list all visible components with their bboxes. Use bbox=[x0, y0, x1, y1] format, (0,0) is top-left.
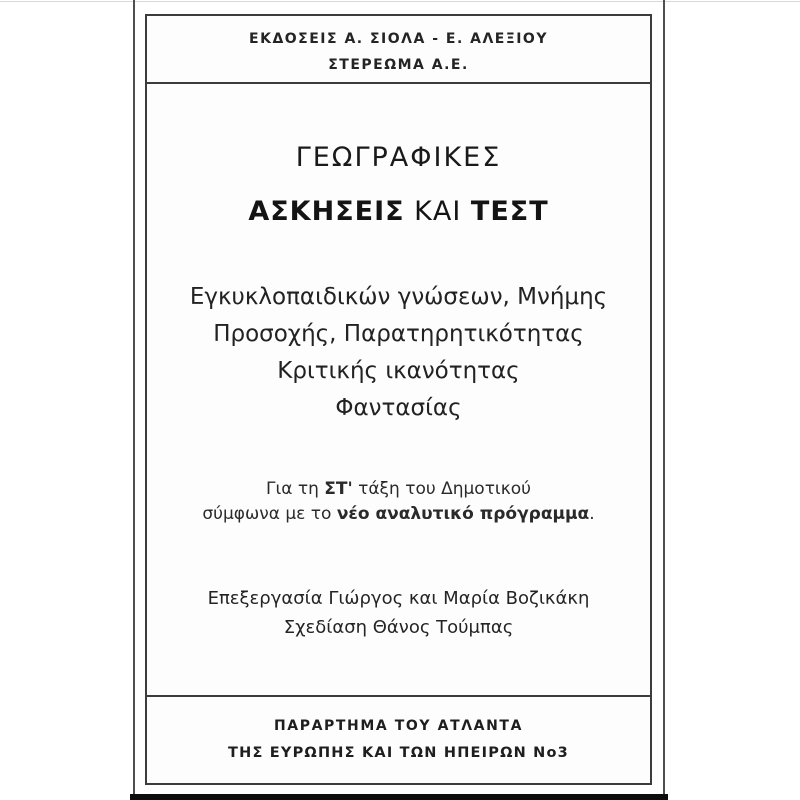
grade-note-block bbox=[147, 477, 650, 527]
subtitle-line-3: Κριτικής ικανότητας bbox=[277, 358, 520, 384]
publisher-line-1: ΕΚΔΟΣΕΙΣ Α. ΣΙΟΛΑ - Ε. ΑΛΕΞΙΟΥ bbox=[249, 31, 548, 47]
title-line-1: ΓΕΩΓΡΑΦΙΚΕΣ bbox=[295, 142, 502, 173]
page-top-edge bbox=[0, 1, 800, 2]
credits-line-2: Σχεδίαση Θάνος Τούμπας bbox=[283, 617, 514, 638]
grade-note-line-1-bold: ΣΤ' bbox=[324, 479, 353, 499]
bottom-black-bar bbox=[130, 794, 668, 800]
divider-above-footer bbox=[147, 695, 650, 697]
title-line-2-bold-1: ΑΣΚΗΣΕΙΣ bbox=[248, 196, 405, 227]
title-line-2-connector: ΚΑΙ bbox=[404, 196, 471, 227]
grade-note-line-2-bold: νέο αναλυτικό πρόγραμμα bbox=[336, 504, 590, 524]
grade-note-line-1 bbox=[147, 477, 650, 502]
footer-line-2: ΤΗΣ ΕΥΡΩΠΗΣ ΚΑΙ ΤΩΝ ΗΠΕΙΡΩΝ Νο3 bbox=[228, 745, 569, 761]
grade-note-line-1-post: τάξη του Δημοτικού bbox=[352, 479, 531, 499]
grade-note-line-1-pre: Για τη bbox=[266, 479, 325, 499]
grade-note-line-2-pre: σύμφωνα με το bbox=[202, 504, 337, 524]
footer-block bbox=[147, 713, 650, 767]
grade-note-line-2 bbox=[147, 502, 650, 527]
subtitle-line-1: Εγκυκλοπαιδικών γνώσεων, Μνήμης bbox=[189, 284, 608, 310]
title-line-2 bbox=[147, 196, 650, 227]
credits-line-1: Επεξεργασία Γιώργος και Μαρία Βοζικάκη bbox=[207, 588, 590, 609]
subtitle-line-4: Φαντασίας bbox=[335, 395, 462, 421]
publisher-line-2: ΣΤΕΡΕΩΜΑ Α.Ε. bbox=[328, 57, 469, 73]
publisher-block bbox=[147, 26, 650, 78]
subtitle-block bbox=[147, 279, 650, 427]
grade-note-line-2-post: . bbox=[589, 504, 595, 524]
page-right-edge bbox=[663, 0, 665, 795]
cover-frame bbox=[145, 14, 652, 785]
page-left-edge bbox=[133, 0, 135, 795]
title-line-2-bold-2: ΤΕΣΤ bbox=[470, 196, 549, 227]
credits-block bbox=[147, 584, 650, 642]
footer-line-1: ΠΑΡΑΡΤΗΜΑ ΤΟΥ ΑΤΛΑΝΤΑ bbox=[273, 718, 524, 734]
subtitle-line-2: Προσοχής, Παρατηρητικότητας bbox=[213, 321, 584, 347]
divider-below-publisher bbox=[147, 82, 650, 84]
